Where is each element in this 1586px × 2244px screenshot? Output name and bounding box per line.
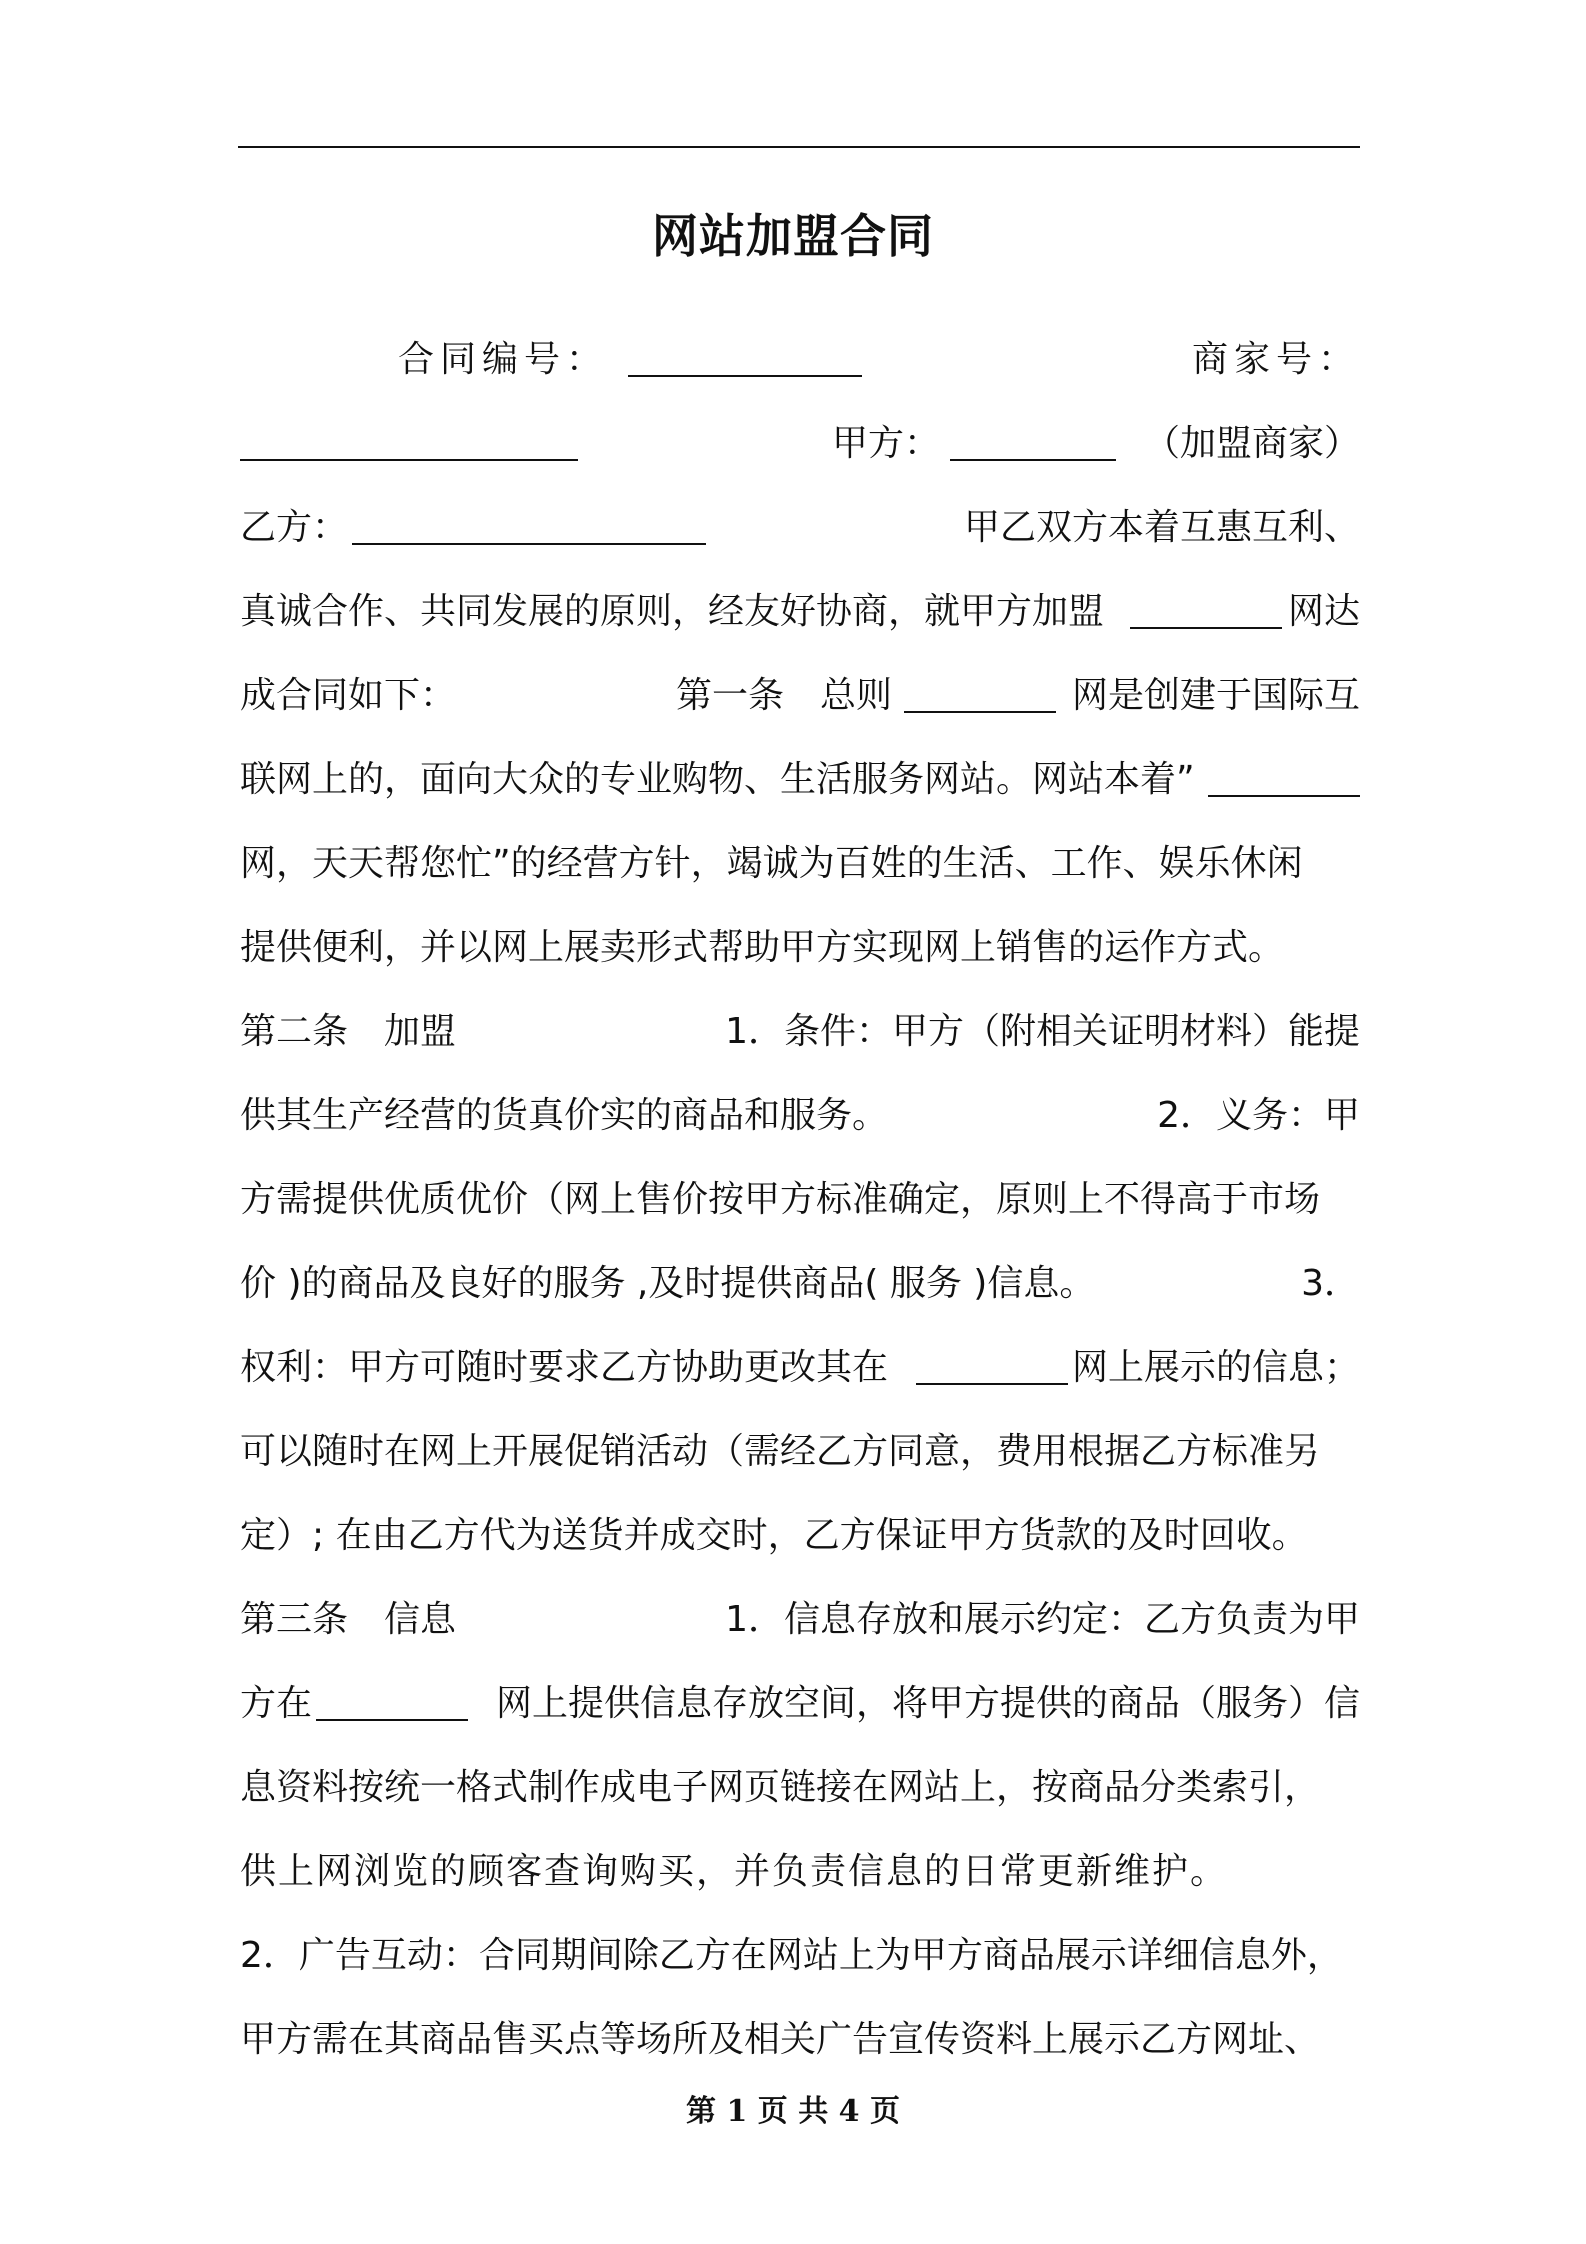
merchant-number-blank[interactable] bbox=[240, 414, 578, 474]
text-segment: 联网上的，面向大众的专业购物、生活服务网站。网站本着” bbox=[240, 759, 1195, 800]
text-line bbox=[240, 1086, 1360, 1146]
text-segment: 权利：甲方可随时要求乙方协助更改其在 bbox=[240, 1347, 889, 1388]
text-line bbox=[240, 414, 1360, 474]
website-name-blank[interactable] bbox=[904, 666, 1056, 726]
text-segment: 成合同如下： bbox=[240, 675, 457, 716]
text-line bbox=[240, 582, 1360, 642]
header-rule bbox=[238, 146, 1360, 148]
text-line bbox=[240, 1842, 1360, 1902]
text-segment: 网达 bbox=[1287, 591, 1360, 632]
text-line bbox=[240, 1674, 1360, 1734]
text-line bbox=[240, 1926, 1360, 1986]
text-line bbox=[240, 1338, 1360, 1398]
text-line bbox=[240, 1170, 1360, 1230]
text-segment: 甲方需在其商品售买点等场所及相关广告宣传资料上展示乙方网址、 bbox=[240, 2019, 1321, 2060]
text-segment: 提供便利，并以网上展卖形式帮助甲方实现网上销售的运作方式。 bbox=[240, 927, 1285, 968]
party-b-label: 乙方： bbox=[240, 507, 349, 548]
website-name-blank[interactable] bbox=[916, 1338, 1068, 1398]
website-name-blank[interactable] bbox=[316, 1674, 468, 1734]
page-number: 第 1 页 共 4 页 bbox=[686, 2094, 900, 2129]
text-segment: 甲乙双方本着互惠互利、 bbox=[963, 507, 1360, 548]
party-b-blank[interactable] bbox=[352, 498, 706, 558]
text-segment: 方需提供优质优价（网上售价按甲方标准确定，原则上不得高于市场 bbox=[240, 1179, 1321, 1220]
text-segment: 2．义务：甲 bbox=[1157, 1095, 1360, 1136]
text-segment: 供上网浏览的顾客查询购买，并负责信息的日常更新维护。 bbox=[240, 1851, 1229, 1892]
text-line bbox=[240, 666, 1360, 726]
text-segment: 1．信息存放和展示约定：乙方负责为甲 bbox=[725, 1599, 1360, 1640]
website-name-blank[interactable] bbox=[1130, 582, 1282, 642]
text-line bbox=[240, 498, 1360, 558]
text-line bbox=[240, 834, 1360, 894]
text-segment: 可以随时在网上开展促销活动（需经乙方同意，费用根据乙方标准另 bbox=[240, 1431, 1321, 1472]
text-segment: 方在 bbox=[240, 1683, 313, 1724]
text-segment: 网上展示的信息； bbox=[1071, 1347, 1360, 1388]
article-heading: 第一条 总则 bbox=[676, 675, 893, 716]
text-segment: 网是创建于国际互 bbox=[1071, 675, 1360, 716]
text-line bbox=[240, 330, 1360, 390]
text-segment: 定）; 在由乙方代为送货并成交时，乙方保证甲方货款的及时回收。 bbox=[240, 1515, 1308, 1556]
text-line bbox=[240, 2010, 1360, 2070]
text-segment: 网上提供信息存放空间，将甲方提供的商品（服务）信 bbox=[495, 1683, 1360, 1724]
article-heading: 第三条 信息 bbox=[240, 1599, 457, 1640]
text-segment: 真诚合作、共同发展的原则，经友好协商，就甲方加盟 bbox=[240, 591, 1105, 632]
merchant-number-label: 商家号： bbox=[1191, 339, 1360, 380]
text-segment: 供其生产经营的货真价实的商品和服务。 bbox=[240, 1095, 889, 1136]
text-segment: 价 )的商品及良好的服务 ,及时提供商品( 服务 )信息。 bbox=[240, 1263, 1096, 1304]
text-line bbox=[240, 1758, 1360, 1818]
text-segment: 息资料按统一格式制作成电子网页链接在网站上，按商品分类索引， bbox=[240, 1767, 1321, 1808]
article-heading: 第二条 加盟 bbox=[240, 1011, 457, 1052]
text-line bbox=[240, 1590, 1360, 1650]
contract-number-blank[interactable] bbox=[628, 330, 862, 390]
party-a-note: （加盟商家） bbox=[1143, 423, 1360, 464]
party-a-label: 甲方： bbox=[832, 423, 941, 464]
contract-number-label: 合同编号： bbox=[398, 339, 609, 380]
text-line bbox=[240, 750, 1360, 810]
text-line bbox=[240, 1422, 1360, 1482]
party-a-blank[interactable] bbox=[950, 414, 1116, 474]
text-segment: 3． bbox=[1301, 1263, 1360, 1304]
text-segment: 网，天天帮您忙”的经营方针，竭诚为百姓的生活、工作、娱乐休闲 bbox=[240, 843, 1303, 884]
text-line bbox=[240, 1254, 1360, 1314]
text-segment: 1．条件：甲方（附相关证明材料）能提 bbox=[725, 1011, 1360, 1052]
text-line bbox=[240, 918, 1360, 978]
document-title: 网站加盟合同 bbox=[652, 209, 934, 263]
website-name-blank[interactable] bbox=[1208, 750, 1360, 810]
text-line bbox=[240, 1002, 1360, 1062]
text-line bbox=[240, 1506, 1360, 1566]
text-segment: 2．广告互动：合同期间除乙方在网站上为甲方商品展示详细信息外， bbox=[240, 1935, 1343, 1976]
